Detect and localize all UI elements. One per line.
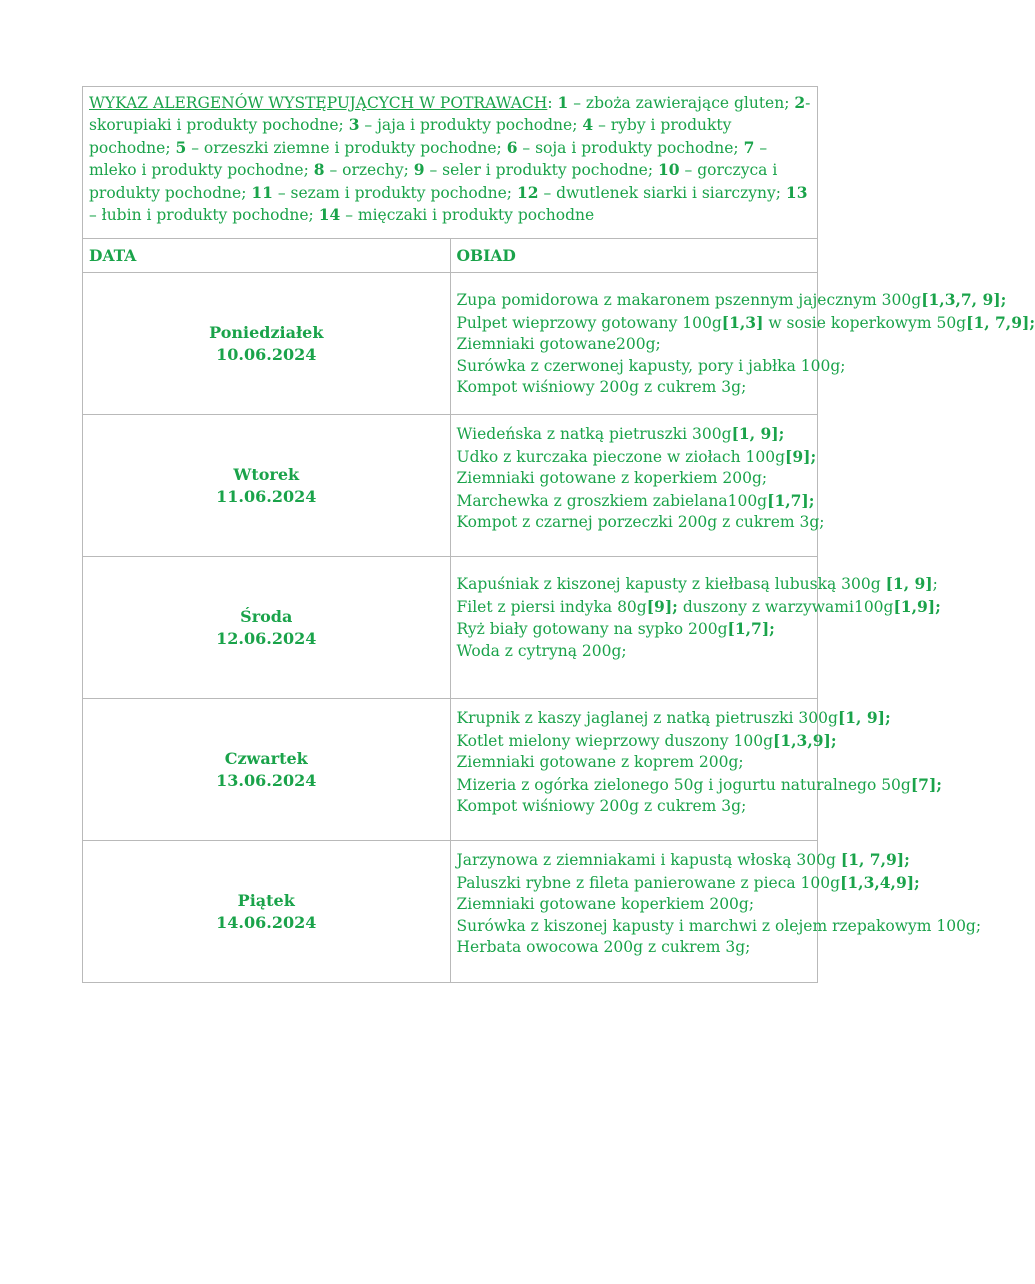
- menu-table: [82, 86, 1035, 983]
- day-cell: [83, 699, 451, 841]
- allergen-title-colon: :: [547, 94, 558, 112]
- allergen-number: 3: [348, 115, 360, 135]
- allergen-description: – soja i produkty pochodne;: [517, 138, 744, 157]
- allergen-number: 5: [175, 137, 187, 157]
- allergen-number: 11: [251, 182, 273, 202]
- meal-text: Kapuśniak z kiszonej kapusty z kiełbasą lubuską 300g: [456, 575, 886, 594]
- meal-text: Paluszki rybne z fileta panierowane z pieca 100g: [456, 873, 841, 892]
- header-lunch: OBIAD: [450, 239, 818, 273]
- allergen-codes: [1,3,9];: [773, 730, 837, 750]
- meal-text: Herbata owocowa 200g z cukrem 3g;: [456, 938, 751, 957]
- day-name: Czwartek: [224, 748, 308, 768]
- allergen-codes: [1,7];: [767, 490, 815, 510]
- allergen-number: 6: [506, 137, 518, 157]
- day-rows: [83, 273, 1035, 983]
- meal-text: Ziemniaki gotowane z koprem 200g;: [456, 753, 744, 772]
- allergen-codes: [1, 9];: [837, 708, 891, 728]
- meal-cell: [450, 415, 825, 557]
- allergen-codes: [1, 9]: [885, 574, 933, 594]
- allergen-items: [89, 94, 810, 224]
- meal-text: Surówka z kiszonej kapusty i marchwi z olejem rzepakowym 100g;: [456, 916, 982, 935]
- meal-text: Krupnik z kaszy jaglanej z natką pietruszki 300g: [456, 709, 838, 728]
- day-name: Piątek: [237, 890, 295, 910]
- allergen-title: WYKAZ ALERGENÓW WYSTĘPUJĄCYCH W POTRAWACH: [89, 94, 548, 112]
- meal-item: [456, 707, 891, 729]
- meal-item: [456, 872, 920, 894]
- allergen-description: – seler i produkty pochodne;: [424, 161, 659, 180]
- allergen-description: – jaja i produkty pochodne;: [359, 116, 583, 135]
- allergen-number: 13: [785, 182, 808, 202]
- allergen-description: – ryby i produkty pochodne;: [89, 116, 732, 157]
- allergen-number: 10: [658, 160, 680, 180]
- meal-text: ;: [932, 575, 938, 594]
- day-date: 10.06.2024: [216, 344, 317, 364]
- meal-text: Kompot z czarnej porzeczki 200g z cukrem 3g;: [456, 513, 825, 532]
- meal-item: [456, 774, 943, 796]
- allergen-description: - skorupiaki i produkty pochodne;: [89, 94, 811, 135]
- day-cell: [83, 557, 451, 699]
- allergen-number: 14: [318, 205, 341, 225]
- meal-text: Wiedeńska z natką pietruszki 300g: [456, 425, 732, 444]
- allergen-codes: [1,3]: [721, 312, 764, 332]
- meal-text: Ziemniaki gotowane200g;: [456, 335, 661, 354]
- meal-item: [456, 490, 815, 512]
- allergen-number: 9: [413, 160, 425, 180]
- allergen-number: 4: [582, 115, 594, 135]
- day-row: [83, 273, 818, 415]
- meal-cell: [450, 699, 943, 841]
- meal-text: duszony z warzywami100g: [677, 597, 894, 616]
- meal-item: [457, 752, 812, 773]
- day-date: 11.06.2024: [216, 486, 317, 506]
- meal-text: Filet z piersi indyka 80g: [456, 597, 647, 616]
- meal-item: [456, 916, 982, 937]
- meal-text: Udko z kurczaka pieczone w ziołach 100g: [456, 447, 785, 466]
- meal-text: Ryż biały gotowany na sypko 200g: [456, 620, 728, 639]
- allergen-number: 8: [313, 160, 325, 180]
- allergen-description: – orzeszki ziemne i produkty pochodne;: [186, 138, 507, 157]
- meal-item: [457, 377, 812, 398]
- meal-text: Zupa pomidorowa z makaronem pszennym jajecznym 300g: [456, 291, 922, 310]
- meal-item: [457, 618, 812, 640]
- allergen-number: 2: [794, 93, 806, 112]
- meal-text: Ziemniaki gotowane z koperkiem 200g;: [456, 469, 768, 488]
- day-row: [83, 841, 818, 983]
- allergen-number: 1: [557, 93, 569, 112]
- meal-item: [457, 423, 812, 445]
- meal-text: Kompot wiśniowy 200g z cukrem 3g;: [456, 797, 747, 816]
- allergen-description: – mięczaki i produkty pochodne: [340, 206, 595, 225]
- day-row: [83, 699, 818, 841]
- allergen-codes: [1, 7,9];: [840, 850, 910, 870]
- day-name: Wtorek: [233, 464, 300, 484]
- allergen-codes: [1,3,4,9];: [840, 872, 920, 892]
- allergen-description: – łubin i produkty pochodne;: [89, 206, 319, 225]
- allergen-description: – mleko i produkty pochodne;: [89, 138, 768, 180]
- meal-text: Marchewka z groszkiem zabielana100g: [456, 491, 768, 510]
- meal-item: [456, 289, 1007, 311]
- day-date: 12.06.2024: [216, 628, 317, 648]
- meal-item: [456, 573, 938, 595]
- meal-item: [456, 730, 837, 752]
- meal-item: [457, 468, 812, 489]
- day-date: 14.06.2024: [216, 912, 317, 932]
- allergen-description: – orzechy;: [324, 161, 414, 180]
- day-row: [83, 415, 818, 557]
- allergen-codes: [9];: [785, 446, 817, 466]
- allergen-description: – dwutlenek siarki i siarczyny;: [538, 183, 786, 202]
- meal-item: [456, 849, 910, 871]
- meal-cell: [450, 273, 1035, 415]
- meal-item: [457, 937, 812, 958]
- day-name: Poniedziałek: [209, 322, 324, 342]
- meal-item: [456, 312, 1035, 334]
- meal-text: Mizeria z ogórka zielonego 50g i jogurtu naturalnego 50g: [456, 775, 911, 794]
- allergen-description: – sezam i produkty pochodne;: [272, 183, 517, 202]
- meal-cell: [450, 557, 941, 699]
- allergen-codes: [1, 7,9];: [966, 312, 1035, 332]
- day-name: Środa: [240, 606, 293, 626]
- meal-text: Pulpet wieprzowy gotowany 100g: [456, 313, 722, 332]
- meal-item: [457, 334, 812, 355]
- day-cell: [83, 841, 451, 983]
- day-date: 13.06.2024: [216, 770, 317, 790]
- allergen-description: – zboża zawierające gluten;: [568, 94, 795, 112]
- meal-cell: [450, 841, 982, 983]
- meal-text: Kotlet mielony wieprzowy duszony 100g: [456, 731, 774, 750]
- allergen-codes: [1,3,7, 9];: [921, 290, 1007, 310]
- meal-item: [457, 796, 812, 817]
- allergen-codes: [1,9];: [893, 596, 941, 616]
- day-cell: [83, 273, 451, 415]
- day-cell: [83, 415, 451, 557]
- allergen-codes: [1, 9];: [731, 424, 785, 444]
- meal-item: [456, 512, 825, 533]
- meal-text: Ziemniaki gotowane koperkiem 200g;: [456, 895, 755, 914]
- day-row: [83, 557, 818, 699]
- allergen-codes: [9];: [646, 596, 678, 616]
- header-row: [83, 239, 818, 273]
- meal-item: [457, 641, 812, 662]
- allergen-number: 7: [743, 137, 755, 157]
- allergen-list: [83, 87, 818, 239]
- meal-item: [456, 446, 817, 468]
- allergen-codes: [1,7];: [727, 619, 775, 639]
- allergen-codes: [7];: [910, 774, 943, 794]
- meal-item: [457, 894, 812, 915]
- meal-text: Jarzynowa z ziemniakami i kapustą włoską 300g: [456, 851, 841, 870]
- meal-text: Woda z cytryną 200g;: [456, 641, 627, 660]
- header-date: DATA: [83, 239, 451, 273]
- allergen-row: [83, 87, 818, 239]
- meal-item: [456, 356, 846, 377]
- meal-text: w sosie koperkowym 50g: [763, 313, 967, 332]
- meal-item: [456, 596, 941, 618]
- allergen-number: 12: [516, 182, 539, 202]
- meal-text: Kompot wiśniowy 200g z cukrem 3g;: [456, 378, 747, 397]
- meal-text: Surówka z czerwonej kapusty, pory i jabłka 100g;: [456, 356, 846, 375]
- allergen-description: – gorczyca i produkty pochodne;: [89, 161, 778, 202]
